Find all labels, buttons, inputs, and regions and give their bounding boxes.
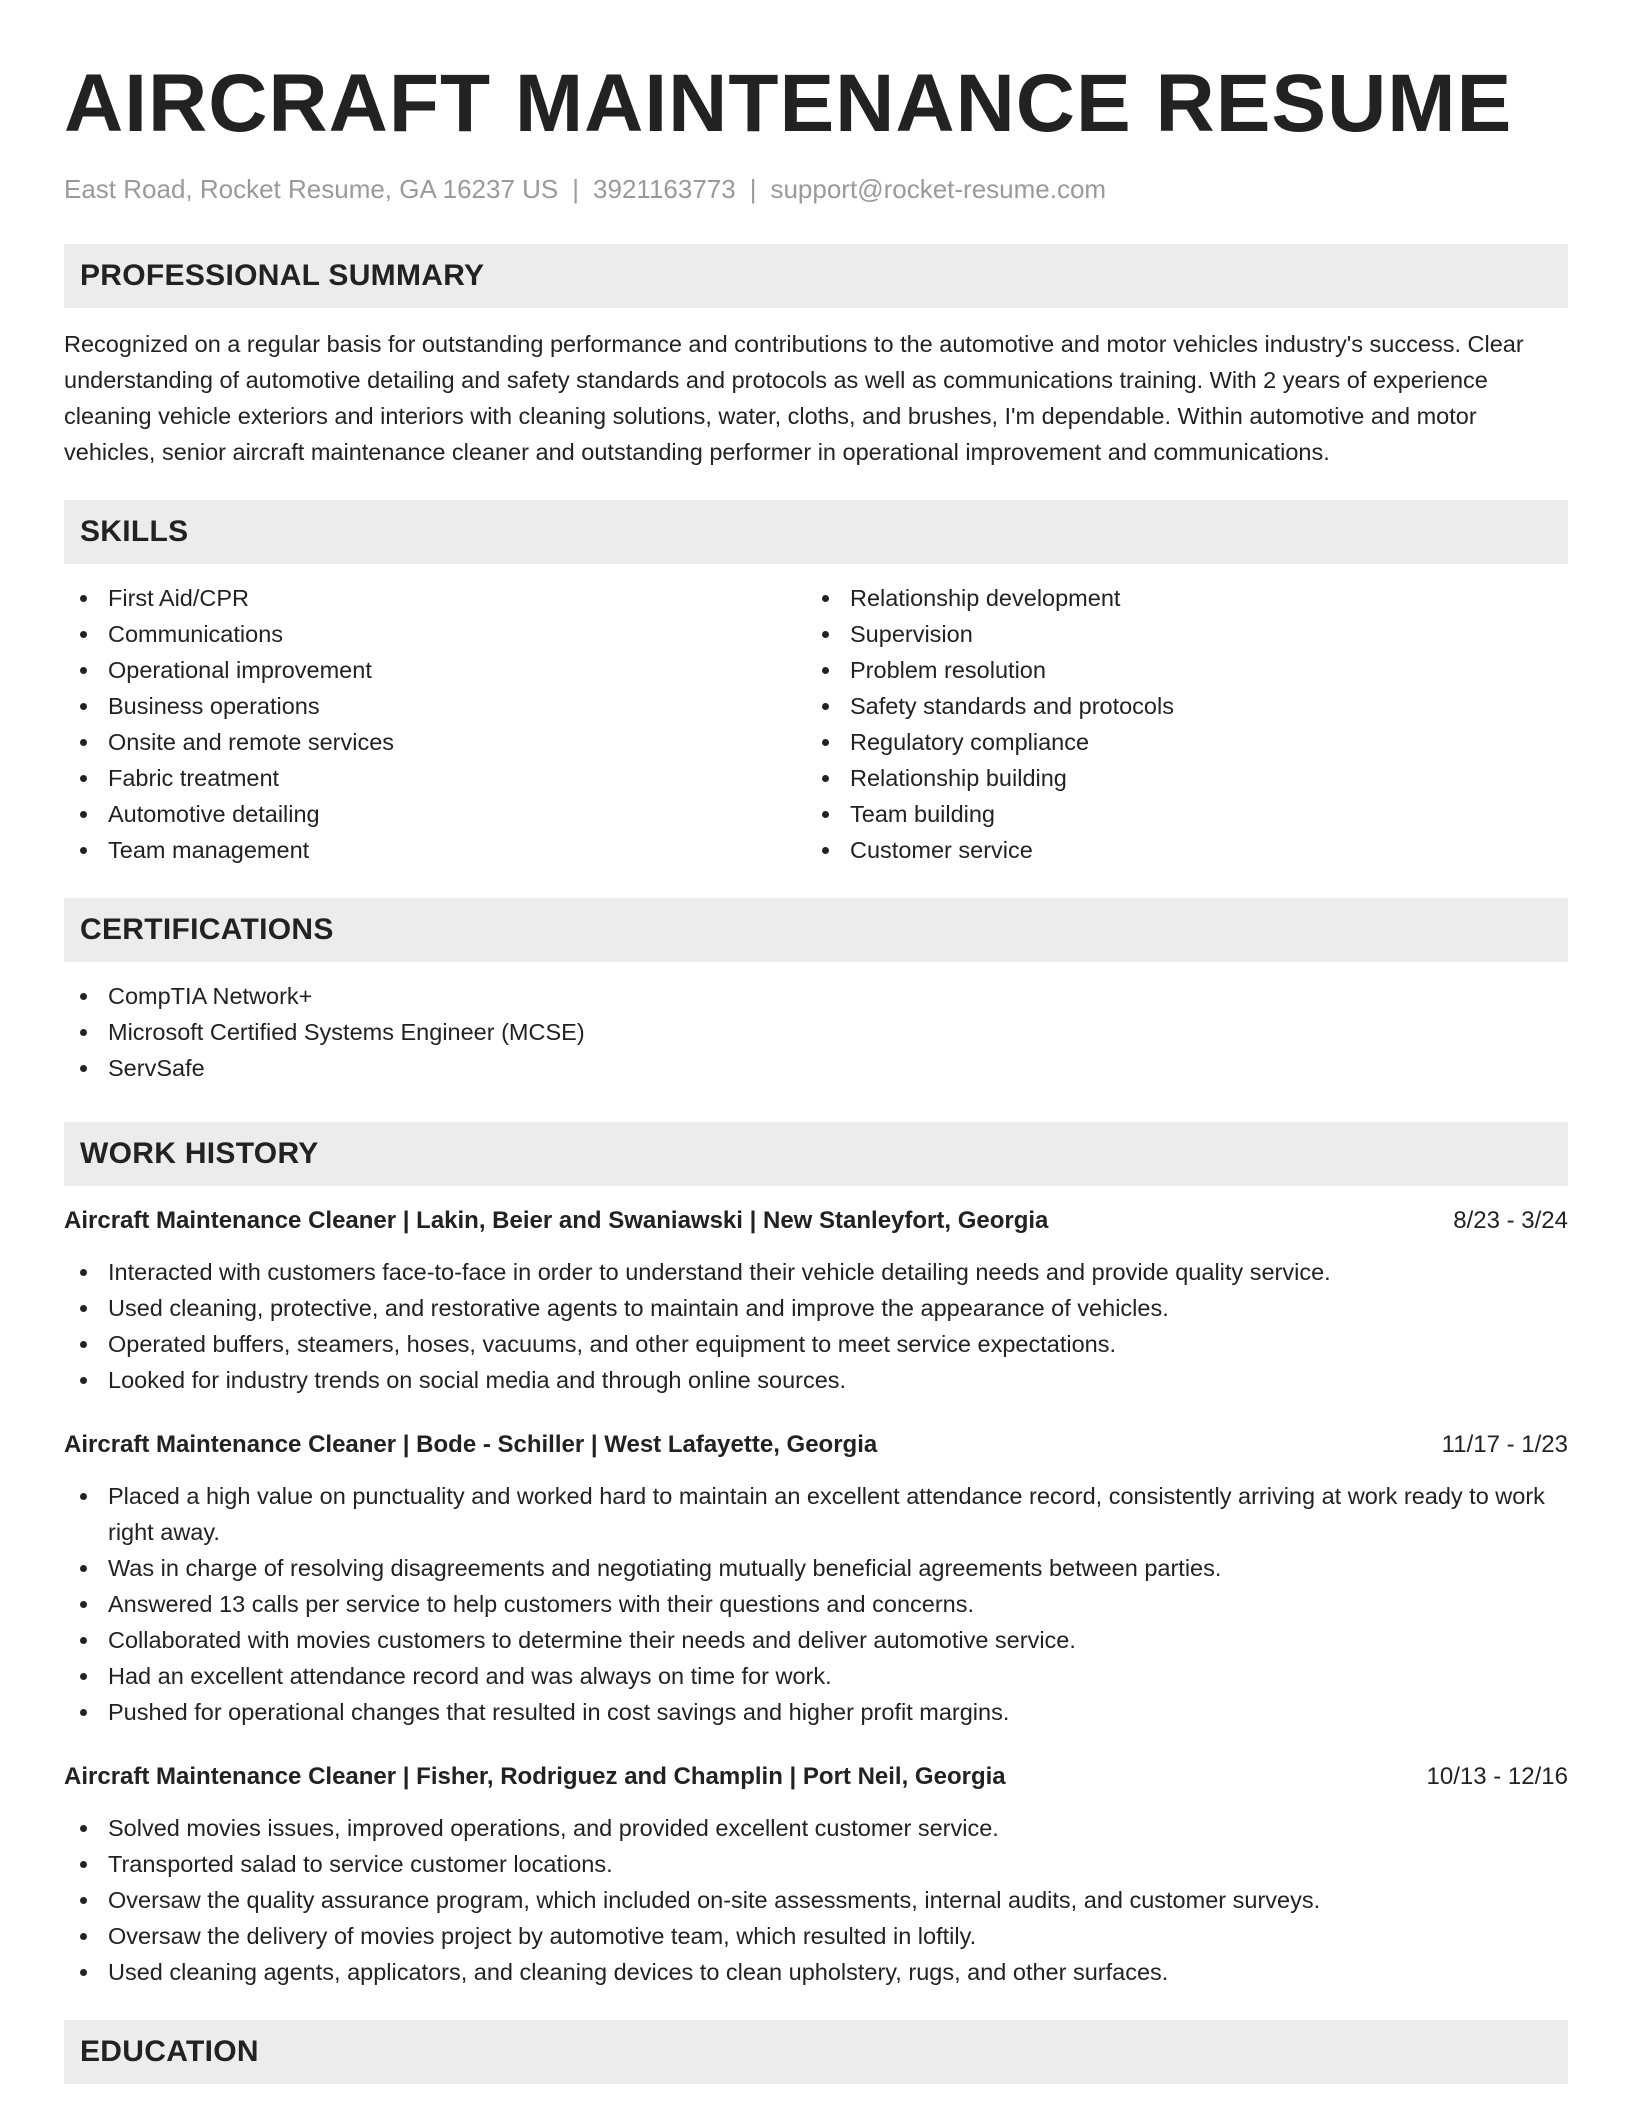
job-bullet-list (64, 1254, 1568, 1398)
skills-list-right (806, 580, 1548, 868)
skill-item: Safety standards and protocols (806, 688, 1548, 724)
contact-separator: | (749, 174, 757, 204)
skill-item: Business operations (64, 688, 806, 724)
certification-item: Microsoft Certified Systems Engineer (MCSE) (64, 1014, 1568, 1050)
skill-item: Automotive detailing (64, 796, 806, 832)
job-header (64, 1204, 1568, 1238)
summary-text: Recognized on a regular basis for outstanding performance and contributions to the automotive and motor vehicles industry's success. Clear understanding of automotive detailing and safety standards and protocols as well as communications training. With 2 years of experience cleaning vehicle exteriors and interiors with cleaning solutions, water, cloths, and brushes, I'm dependable. Within automotive and motor vehicles, senior aircraft maintenance cleaner and outstanding performer in operational improvement and communications. (64, 331, 1524, 465)
resume-title: AIRCRAFT MAINTENANCE RESUME (64, 58, 1513, 149)
job-bullet: Used cleaning agents, applicators, and cleaning devices to clean upholstery, rugs, and other surfaces. (64, 1954, 1568, 1990)
section-heading-skills: SKILLS (64, 500, 1568, 564)
skill-item: Team management (64, 832, 806, 868)
contact-email: support@rocket-resume.com (770, 174, 1107, 204)
section-heading-summary: PROFESSIONAL SUMMARY (64, 244, 1568, 308)
job-bullet-list (64, 1810, 1568, 1990)
skill-item: Relationship building (806, 760, 1548, 796)
job-bullet: Operated buffers, steamers, hoses, vacuums, and other equipment to meet service expectations. (64, 1326, 1568, 1362)
section-heading-education: EDUCATION (64, 2020, 1568, 2084)
certification-item: ServSafe (64, 1050, 1568, 1086)
job-bullet: Transported salad to service customer locations. (64, 1846, 1568, 1882)
certifications-list (64, 978, 1568, 1086)
job-title: Aircraft Maintenance Cleaner | Fisher, Rodriguez and Champlin | Port Neil, Georgia (64, 1763, 1006, 1790)
skill-item: Customer service (806, 832, 1548, 868)
section-heading-work-history: WORK HISTORY (64, 1122, 1568, 1186)
job-bullet: Answered 13 calls per service to help customers with their questions and concerns. (64, 1586, 1568, 1622)
skills-list-left (64, 580, 806, 868)
job-bullet: Pushed for operational changes that resulted in cost savings and higher profit margins. (64, 1694, 1568, 1730)
job-entry (64, 1428, 1568, 1730)
job-bullet: Was in charge of resolving disagreements and negotiating mutually beneficial agreements between parties. (64, 1550, 1568, 1586)
job-bullet: Oversaw the delivery of movies project by automotive team, which resulted in loftily. (64, 1918, 1568, 1954)
job-title: Aircraft Maintenance Cleaner | Lakin, Beier and Swaniawski | New Stanleyfort, Georgia (64, 1207, 1049, 1234)
skill-item: Problem resolution (806, 652, 1548, 688)
skill-item: Communications (64, 616, 806, 652)
contact-line (64, 172, 1568, 206)
skill-item: Onsite and remote services (64, 724, 806, 760)
job-bullet: Collaborated with movies customers to determine their needs and deliver automotive service. (64, 1622, 1568, 1658)
contact-phone: 3921163773 (593, 174, 736, 204)
job-bullet: Interacted with customers face-to-face in order to understand their vehicle detailing needs and provide quality service. (64, 1254, 1568, 1290)
job-bullet-list (64, 1478, 1568, 1730)
job-dates: 8/23 - 3/24 (1453, 1207, 1568, 1234)
skill-item: First Aid/CPR (64, 580, 806, 616)
job-bullet: Placed a high value on punctuality and worked hard to maintain an excellent attendance record, consistently arriving at work ready to work right away. (64, 1478, 1568, 1550)
skill-item: Relationship development (806, 580, 1548, 616)
skills-columns (64, 580, 1568, 868)
skill-item: Operational improvement (64, 652, 806, 688)
job-header (64, 1428, 1568, 1462)
job-entry (64, 1760, 1568, 1990)
job-bullet: Used cleaning, protective, and restorative agents to maintain and improve the appearance of vehicles. (64, 1290, 1568, 1326)
job-bullet: Had an excellent attendance record and was always on time for work. (64, 1658, 1568, 1694)
job-bullet: Oversaw the quality assurance program, which included on-site assessments, internal audits, and customer surveys. (64, 1882, 1568, 1918)
job-bullet: Looked for industry trends on social media and through online sources. (64, 1362, 1568, 1398)
section-heading-certifications: CERTIFICATIONS (64, 898, 1568, 962)
job-header (64, 1760, 1568, 1794)
job-entry (64, 1204, 1568, 1398)
job-dates: 10/13 - 12/16 (1426, 1763, 1568, 1790)
contact-separator: | (572, 174, 580, 204)
skill-item: Team building (806, 796, 1548, 832)
skill-item: Supervision (806, 616, 1548, 652)
job-title: Aircraft Maintenance Cleaner | Bode - Schiller | West Lafayette, Georgia (64, 1431, 878, 1458)
skill-item: Fabric treatment (64, 760, 806, 796)
certification-item: CompTIA Network+ (64, 978, 1568, 1014)
contact-address: East Road, Rocket Resume, GA 16237 US (64, 174, 559, 204)
job-bullet: Solved movies issues, improved operations, and provided excellent customer service. (64, 1810, 1568, 1846)
resume-page (64, 0, 1568, 2084)
skill-item: Regulatory compliance (806, 724, 1548, 760)
job-dates: 11/17 - 1/23 (1441, 1431, 1568, 1458)
